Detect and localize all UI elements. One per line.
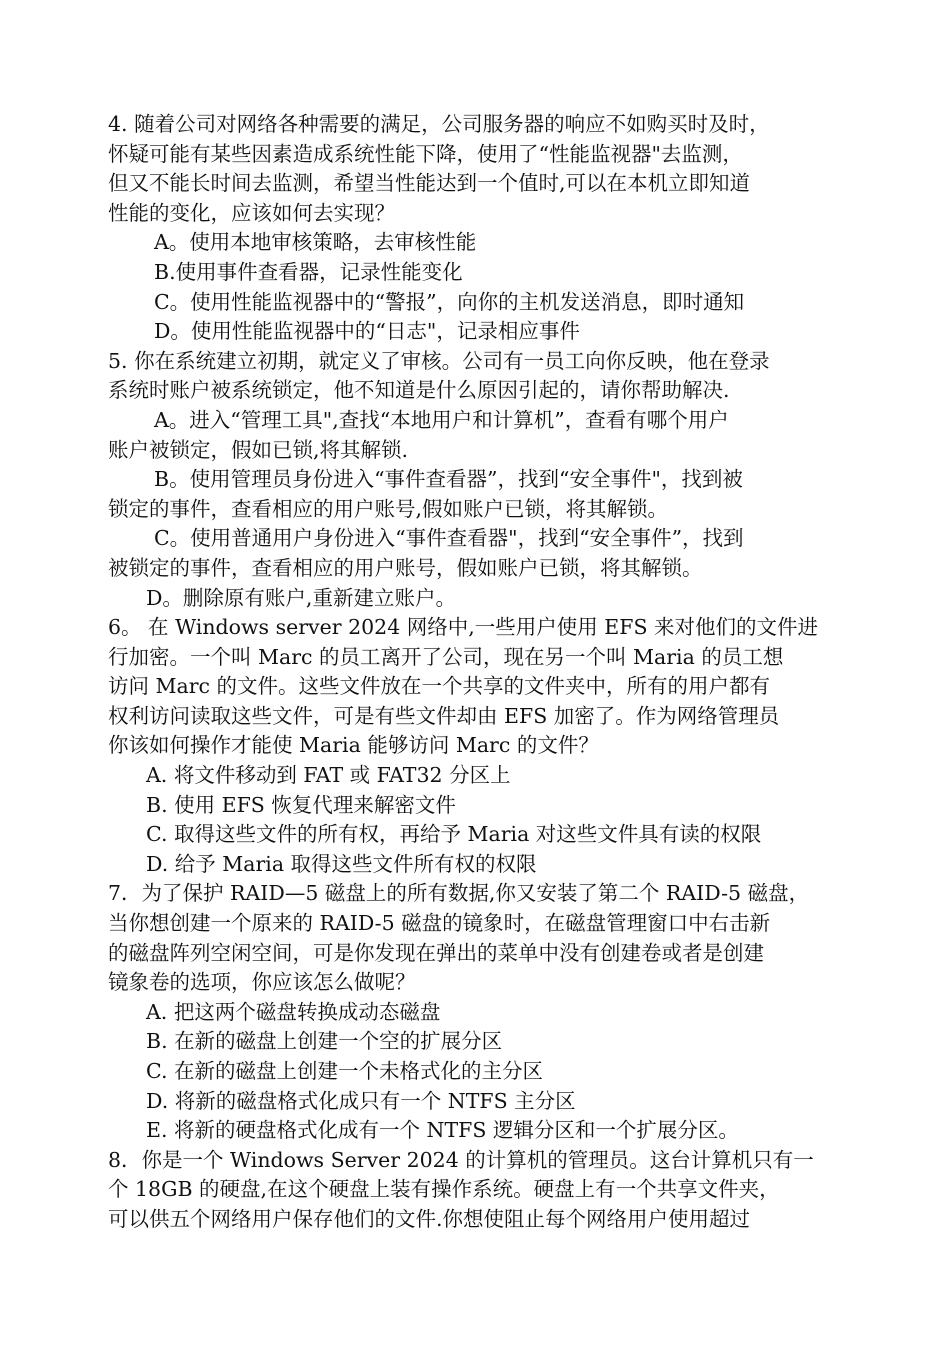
text-line: 权利访问读取这些文件，可是有些文件却由 EFS 加密了。作为网络管理员: [108, 703, 780, 728]
text-line: B。使用管理员身份进入“事件查看器”，找到“安全事件"，找到被: [154, 467, 743, 492]
text-line: 6。 在 Windows server 2024 网络中,一些用户使用 EFS 来对他们的文件进: [108, 615, 819, 640]
text-line: B. 在新的磁盘上创建一个空的扩展分区: [146, 1029, 503, 1054]
text-line: C. 取得这些文件的所有权，再给予 Maria 对这些文件具有读的权限: [146, 822, 762, 847]
text-line: A。进入“管理工具",查找“本地用户和计算机”，查看有哪个用户: [154, 407, 729, 432]
text-line: 镜象卷的选项，你应该怎么做呢？: [108, 970, 416, 995]
text-line: 被锁定的事件，查看相应的用户账号，假如账户已锁，将其解锁。: [108, 555, 703, 580]
text-line: 账户被锁定，假如已锁,将其解锁.: [108, 437, 409, 462]
text-line: E. 将新的硬盘格式化成有一个 NTFS 逻辑分区和一个扩展分区。: [146, 1118, 739, 1143]
text-line: 锁定的事件，查看相应的用户账号,假如账户已锁，将其解锁。: [108, 496, 669, 521]
text-line: C。使用性能监视器中的“警报”，向你的主机发送消息，即时通知: [154, 289, 745, 314]
text-line: C。使用普通用户身份进入“事件查看器"，找到“安全事件”，找到: [154, 526, 744, 551]
text-line: 可以供五个网络用户保存他们的文件.你想使阻止每个网络用户使用超过: [108, 1206, 751, 1231]
text-line: 怀疑可能有某些因素造成系统性能下降，使用了“性能监视器"去监测，: [108, 141, 743, 166]
text-line: 行加密。一个叫 Marc 的员工离开了公司，现在另一个叫 Maria 的员工想: [108, 644, 784, 669]
text-line: A. 把这两个磁盘转换成动态磁盘: [146, 999, 441, 1024]
text-line: D. 给予 Maria 取得这些文件所有权的权限: [146, 851, 537, 876]
text-line: C. 在新的磁盘上创建一个未格式化的主分区: [146, 1059, 543, 1083]
text-line: 当你想创建一个原来的 RAID-5 磁盘的镜象时，在磁盘管理窗口中右击新: [108, 911, 771, 936]
text-line: 性能的变化，应该如何去实现？: [108, 200, 395, 225]
text-line: 5. 你在系统建立初期，就定义了审核。公司有一员工向你反映，他在登录: [108, 348, 770, 373]
text-line: 但又不能长时间去监测，希望当性能达到一个值时,可以在本机立即知道: [108, 171, 751, 196]
text-line: 系统时账户被系统锁定，他不知道是什么原因引起的，请你帮助解决.: [108, 378, 730, 403]
text-line: D. 将新的磁盘格式化成只有一个 NTFS 主分区: [146, 1088, 576, 1113]
text-line: B. 使用 EFS 恢复代理来解密文件: [146, 792, 456, 817]
text-line: 8．你是一个 Windows Server 2024 的计算机的管理员。这台计算机只有一: [108, 1147, 814, 1172]
text-line: 你该如何操作才能使 Maria 能够访问 Marc 的文件？: [108, 733, 599, 758]
text-line: 个 18GB 的硬盘,在这个硬盘上装有操作系统。硬盘上有一个共享文件夹，: [108, 1177, 780, 1202]
document-body: [108, 110, 846, 1235]
text-line: A。使用本地审核策略，去审核性能: [154, 230, 477, 255]
text-line: B.使用事件查看器，记录性能变化: [154, 259, 463, 284]
text-line: 7．为了保护 RAID—5 磁盘上的所有数据,你又安装了第二个 RAID-5 磁盘，: [108, 881, 810, 906]
text-line: 4. 随着公司对网络各种需要的满足，公司服务器的响应不如购买时及时，: [108, 112, 770, 136]
text-line: 访问 Marc 的文件。这些文件放在一个共享的文件夹中，所有的用户都有: [108, 674, 771, 699]
text-line: D。删除原有账户,重新建立账户。: [146, 585, 456, 610]
text-line: 的磁盘阵列空闲空间，可是你发现在弹出的菜单中没有创建卷或者是创建: [108, 940, 764, 965]
text-line: A. 将文件移动到 FAT 或 FAT32 分区上: [146, 763, 511, 788]
text-line: D。使用性能监视器中的“日志"，记录相应事件: [154, 319, 580, 344]
